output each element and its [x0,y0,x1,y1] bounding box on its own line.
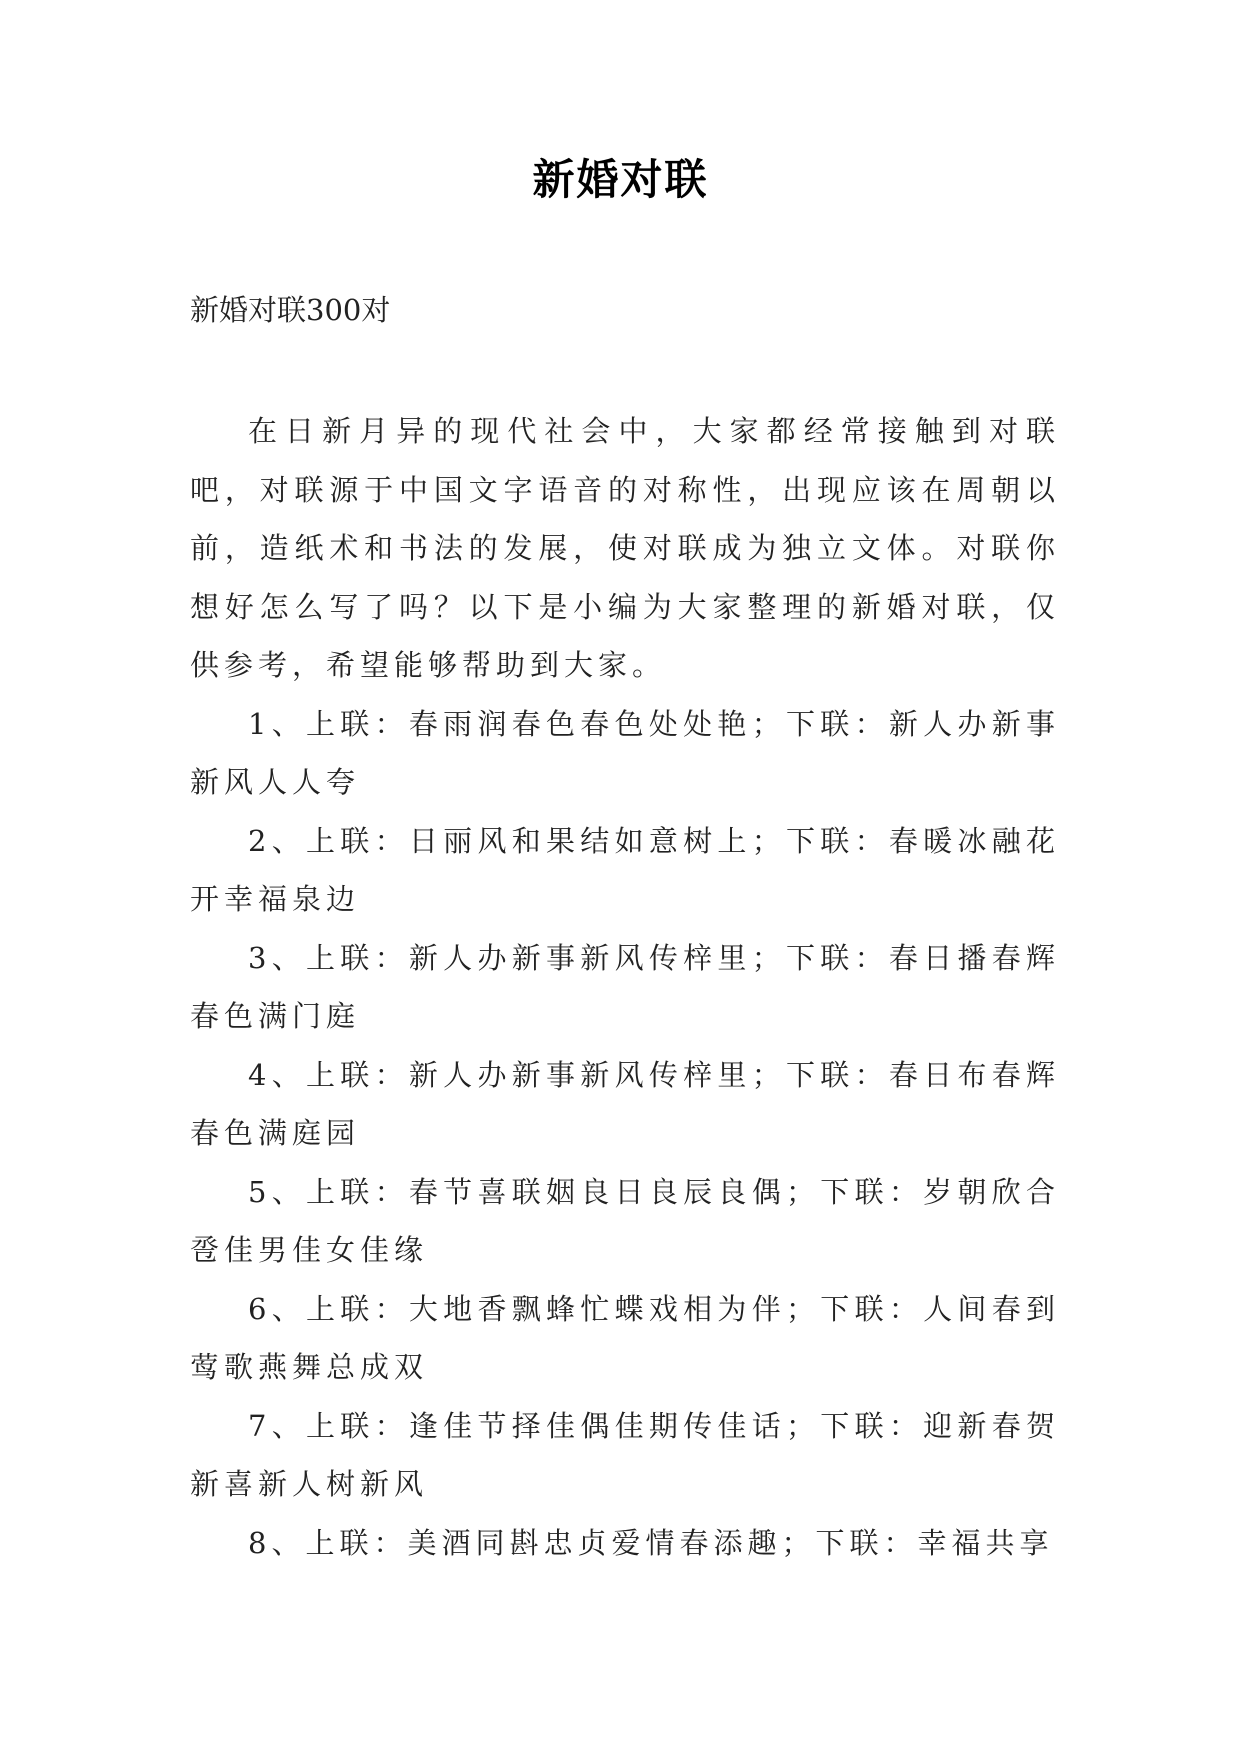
couplet-item-1: 1、上联：春雨润春色春色处处艳；下联：新人办新事新风人人夸 [190,706,1060,799]
couplet-item-3: 3、上联：新人办新事新风传梓里；下联：春日播春辉春色满门庭 [190,940,1060,1033]
intro-paragraph: 在日新月异的现代社会中，大家都经常接触到对联吧，对联源于中国文字语音的对称性，出现应该在周朝以前，造纸术和书法的发展，使对联成为独立文体。对联你想好怎么写了吗？以下是小编为大家整理的新婚对联，仅供参考，希望能够帮助到大家。 [190,414,1060,682]
couplet-item-7: 7、上联：逢佳节择佳偶佳期传佳话；下联：迎新春贺新喜新人树新风 [190,1408,1060,1501]
couplet-item-6: 6、上联：大地香飘蜂忙蝶戏相为伴；下联：人间春到莺歌燕舞总成双 [190,1291,1060,1384]
couplet-item-4: 4、上联：新人办新事新风传梓里；下联：春日布春辉春色满庭园 [190,1057,1060,1150]
document-body [190,402,1060,1572]
couplet-item-2: 2、上联：日丽风和果结如意树上；下联：春暖冰融花开幸福泉边 [190,823,1060,916]
document-title: 新婚对联 [532,155,709,204]
document-subtitle: 新婚对联300对 [190,293,391,327]
couplet-item-8: 8、上联：美酒同斟忠贞爱情春添趣；下联：幸福共享 [248,1525,1054,1560]
couplet-item-5: 5、上联：春节喜联姻良日良辰良偶；下联：岁朝欣合卺佳男佳女佳缘 [190,1174,1060,1267]
